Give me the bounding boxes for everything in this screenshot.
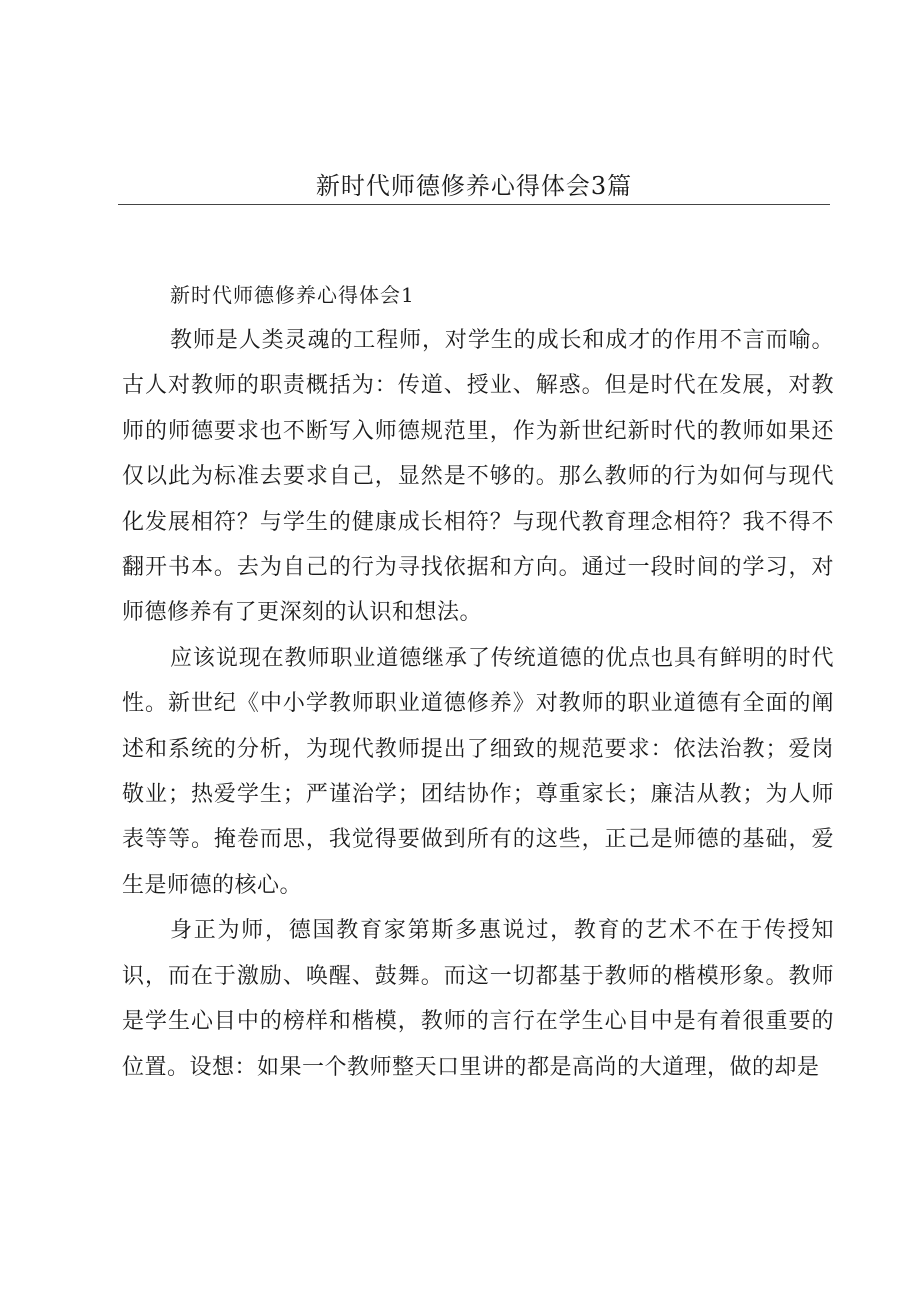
document-body xyxy=(122,272,834,1090)
paragraph-2: 应该说现在教师职业道德继承了传统道德的优点也具有鲜明的时代性。新世纪《中小学教师职业道德修养》对教师的职业道德有全面的阐述和系统的分析，为现代教师提出了细致的规范要求：依法治教；爱岗敬业；热爱学生；严谨治学；团结协作；尊重家长；廉洁从教；为人师表等等。掩卷而思，我觉得要做到所有的这些，正己是师德的基础，爱生是师德的核心。 xyxy=(122,645,834,898)
section-heading: 新时代师德修养心得体会1 xyxy=(170,283,415,307)
document-title: 新时代师德修养心得体会3篇 xyxy=(315,172,633,200)
paragraph-1: 教师是人类灵魂的工程师，对学生的成长和成才的作用不言而喻。古人对教师的职责概括为：传道、授业、解惑。但是时代在发展，对教师的师德要求也不断写入师德规范里，作为新世纪新时代的教师如果还仅以此为标准去要求自己，显然是不够的。那么教师的行为如何与现代化发展相符？与学生的健康成长相符？与现代教育理念相符？我不得不翻开书本。去为自己的行为寻找依据和方向。通过一段时间的学习，对师德修养有了更深刻的认识和想法。 xyxy=(122,328,834,626)
paragraph-3: 身正为师，德国教育家第斯多惠说过，教育的艺术不在于传授知识，而在于激励、唤醒、鼓舞。而这一切都基于教师的楷模形象。教师是学生心目中的榜样和楷模，教师的言行在学生心目中是有着很重要的位置。设想：如果一个教师整天口里讲的都是高尚的大道理，做的却是 xyxy=(122,918,834,1080)
title-underline xyxy=(118,204,830,205)
